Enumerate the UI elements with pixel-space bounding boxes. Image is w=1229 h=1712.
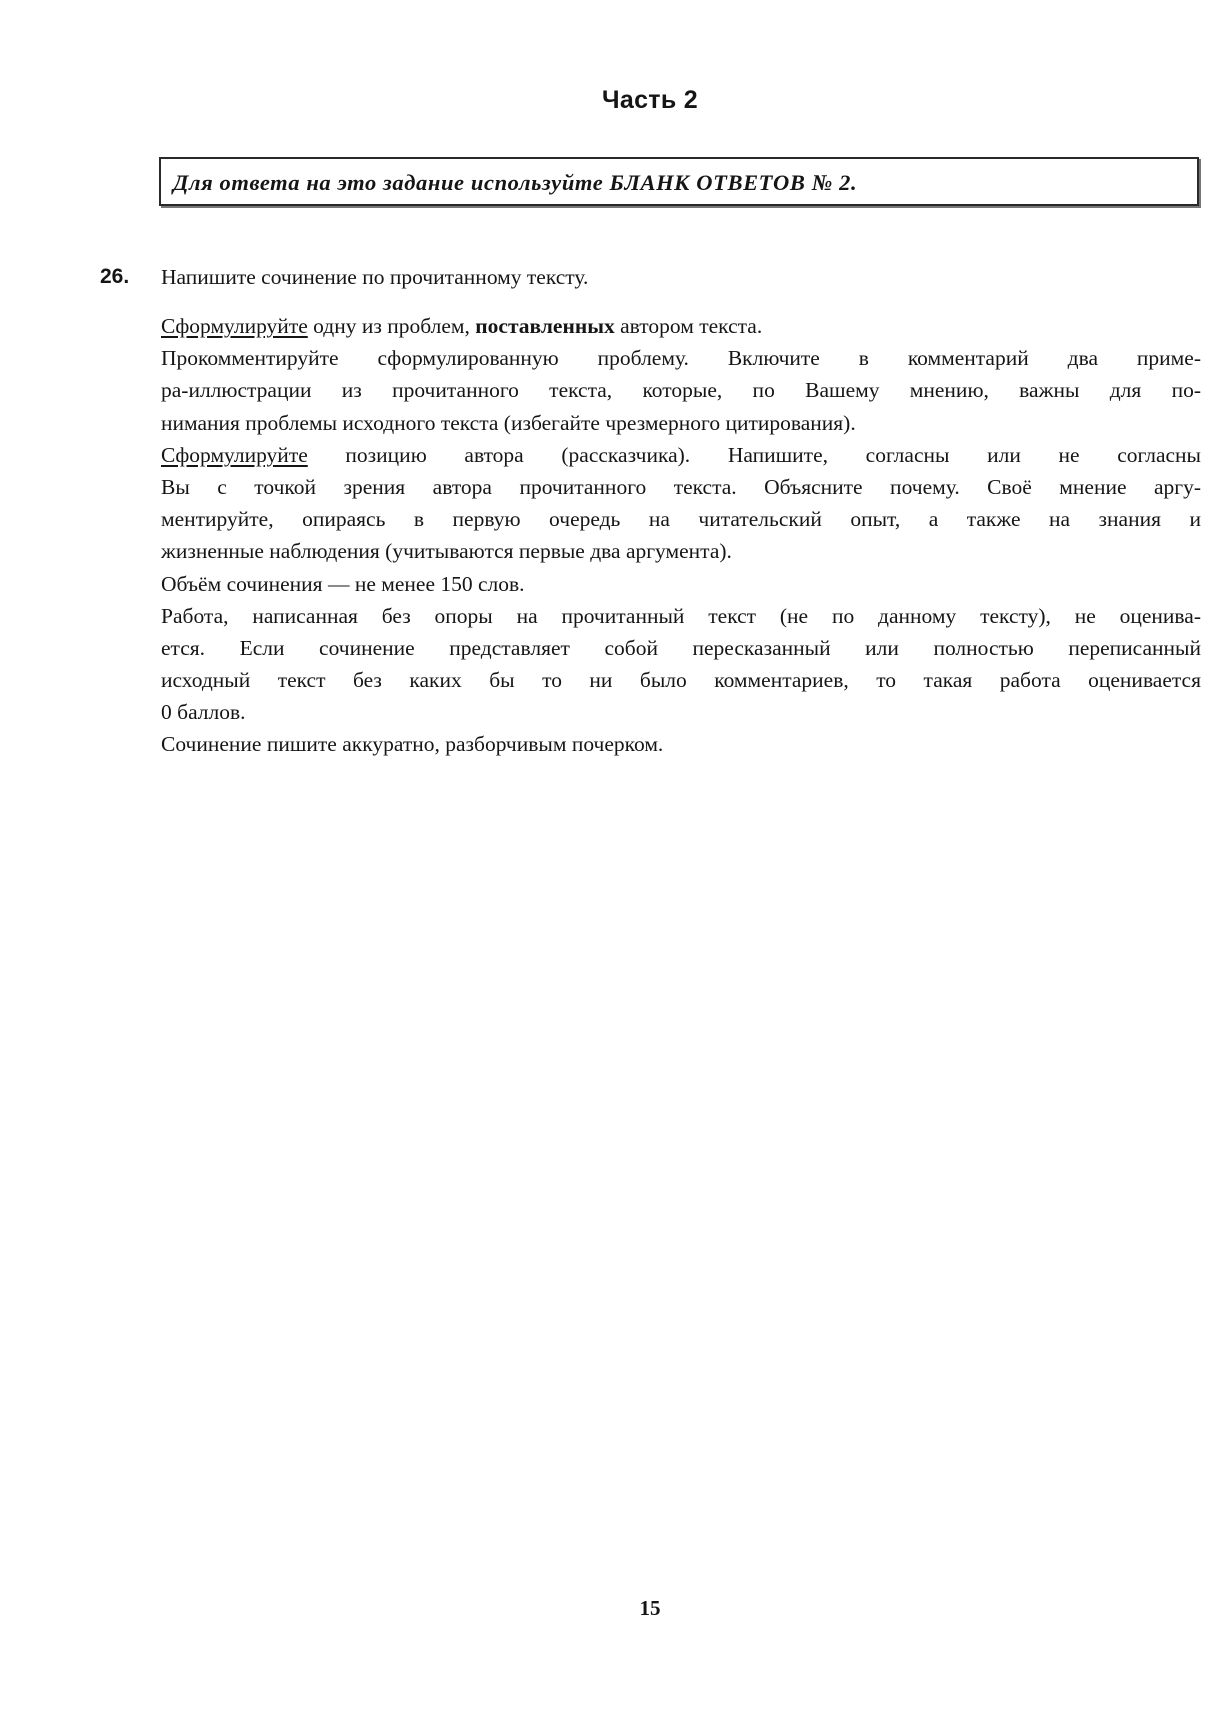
task-line-1-text: одну из проблем, [307,314,476,338]
task-line-3: ра-иллюстрации из прочитанного текста, которые, по Вашему мнению, важны для по- [161,378,1201,403]
task-line-13: 0 баллов. [161,700,246,725]
task-line-12: исходный текст без каких бы то ни было комментариев, то такая работа оценивается [161,668,1201,693]
task-line-8: жизненные наблюдения (учитываются первые два аргумента). [161,539,732,564]
task-body [161,310,1201,761]
task-prompt: Напишите сочинение по прочитанному тексту. [161,265,589,289]
task-number: 26. [100,265,130,288]
task-line-4: нимания проблемы исходного текста (избегайте чрезмерного цитирования). [161,410,856,435]
instruction-box [159,157,1199,206]
task-line-7: ментируйте, опираясь в первую очередь на читательский опыт, а также на знания и [161,507,1201,532]
page-number: 15 [639,1596,661,1620]
task-line-5-text: позицию автора (рассказчика). Напишите, согласны или не согласны [307,442,1201,467]
task-line-6: Вы с точкой зрения автора прочитанного текста. Объясните почему. Своё мнение аргу- [161,474,1201,499]
task-line-2: Прокомментируйте сформулированную проблему. Включите в комментарий два приме- [161,346,1201,371]
task-line-10: Работа, написанная без опоры на прочитанный текст (не по данному тексту), не оценива- [161,603,1201,628]
part-title: Часть 2 [602,86,698,114]
task-line-11: ется. Если сочинение представляет собой пересказанный или полностью переписанный [161,635,1201,660]
keyword-formulate-position: Сформулируйте [161,442,308,467]
task-line-14: Сочинение пишите аккуратно, разборчивым почерком. [161,732,664,757]
task-line-1 [161,310,1201,342]
keyword-formulate: Сформулируйте [161,314,308,338]
task-line-5 [161,439,1201,471]
task-line-1-end: автором текста. [614,314,763,338]
task-line-9: Объём сочинения — не менее 150 слов. [161,571,525,596]
instruction-text: Для ответа на это задание используйте БЛАНК ОТВЕТОВ № 2. [173,170,858,195]
keyword-posed: поставленных [475,314,615,338]
